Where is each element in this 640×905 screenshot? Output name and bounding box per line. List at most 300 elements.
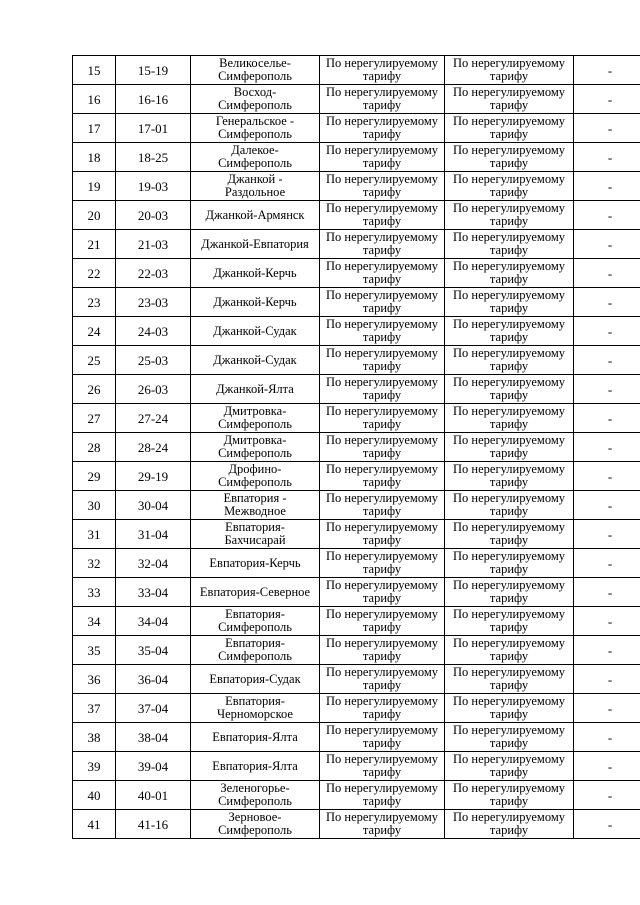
note-cell-text: - bbox=[607, 381, 613, 397]
route-name-cell bbox=[191, 665, 320, 694]
note-cell-text: - bbox=[607, 410, 613, 426]
note-cell bbox=[574, 85, 640, 114]
table-row bbox=[73, 520, 640, 549]
route-code-cell-text: 39-04 bbox=[137, 758, 169, 774]
note-cell bbox=[574, 636, 640, 665]
tariff-cell-1-text: По нерегулируемому тарифу bbox=[326, 404, 438, 431]
tariff-cell-1 bbox=[320, 317, 445, 346]
tariff-cell-1 bbox=[320, 549, 445, 578]
route-code-cell-text: 16-16 bbox=[137, 91, 169, 107]
route-code-cell bbox=[116, 201, 191, 230]
note-cell-text: - bbox=[607, 178, 613, 194]
tariff-cell-2 bbox=[445, 375, 574, 404]
route-number-cell-text: 33 bbox=[87, 584, 101, 600]
route-name-cell-text: Зерновое- Симферополь bbox=[218, 810, 292, 837]
tariff-cell-1-text: По нерегулируемому тарифу bbox=[326, 491, 438, 518]
route-code-cell bbox=[116, 723, 191, 752]
tariff-cell-2-text: По нерегулируемому тарифу bbox=[453, 578, 565, 605]
route-code-cell bbox=[116, 578, 191, 607]
note-cell-text: - bbox=[607, 584, 613, 600]
route-number-cell-text: 22 bbox=[87, 265, 101, 281]
route-code-cell bbox=[116, 549, 191, 578]
route-number-cell-text: 36 bbox=[87, 671, 101, 687]
route-code-cell-text: 27-24 bbox=[137, 410, 169, 426]
route-code-cell bbox=[116, 375, 191, 404]
tariff-cell-2-text: По нерегулируемому тарифу bbox=[453, 56, 565, 83]
route-code-cell-text: 40-01 bbox=[137, 787, 169, 803]
route-number-cell bbox=[73, 346, 116, 375]
tariff-cell-2 bbox=[445, 404, 574, 433]
note-cell bbox=[574, 201, 640, 230]
tariff-cell-2 bbox=[445, 781, 574, 810]
tariff-cell-2 bbox=[445, 172, 574, 201]
tariff-cell-1 bbox=[320, 636, 445, 665]
tariff-cell-1 bbox=[320, 462, 445, 491]
tariff-cell-2 bbox=[445, 578, 574, 607]
route-number-cell-text: 20 bbox=[87, 207, 101, 223]
route-name-cell-text: Евпатория-Ялта bbox=[212, 758, 298, 773]
route-code-cell-text: 18-25 bbox=[137, 149, 169, 165]
tariff-cell-2 bbox=[445, 810, 574, 839]
table-row bbox=[73, 259, 640, 288]
tariff-cell-2-text: По нерегулируемому тарифу bbox=[453, 172, 565, 199]
note-cell bbox=[574, 607, 640, 636]
route-number-cell bbox=[73, 433, 116, 462]
route-code-cell bbox=[116, 781, 191, 810]
route-number-cell-text: 31 bbox=[87, 526, 101, 542]
route-code-cell bbox=[116, 317, 191, 346]
tariff-cell-1-text: По нерегулируемому тарифу bbox=[326, 143, 438, 170]
note-cell-text: - bbox=[607, 352, 613, 368]
route-code-cell-text: 20-03 bbox=[137, 207, 169, 223]
tariff-cell-2-text: По нерегулируемому тарифу bbox=[453, 201, 565, 228]
route-name-cell-text: Джанкой-Керчь bbox=[213, 294, 297, 309]
route-code-cell bbox=[116, 810, 191, 839]
route-number-cell-text: 39 bbox=[87, 758, 101, 774]
tariff-cell-1 bbox=[320, 201, 445, 230]
tariff-cell-1 bbox=[320, 114, 445, 143]
route-code-cell bbox=[116, 665, 191, 694]
tariff-cell-2 bbox=[445, 433, 574, 462]
note-cell bbox=[574, 781, 640, 810]
route-number-cell bbox=[73, 56, 116, 85]
route-name-cell-text: Джанкой-Судак bbox=[213, 323, 297, 338]
route-name-cell-text: Джанкой-Ялта bbox=[216, 381, 294, 396]
tariff-cell-1-text: По нерегулируемому тарифу bbox=[326, 694, 438, 721]
tariff-cell-1-text: По нерегулируемому тарифу bbox=[326, 665, 438, 692]
route-code-cell bbox=[116, 404, 191, 433]
tariff-cell-2-text: По нерегулируемому тарифу bbox=[453, 85, 565, 112]
route-number-cell bbox=[73, 694, 116, 723]
tariff-cell-1 bbox=[320, 491, 445, 520]
route-name-cell bbox=[191, 810, 320, 839]
route-name-cell bbox=[191, 636, 320, 665]
note-cell-text: - bbox=[607, 671, 613, 687]
route-code-cell bbox=[116, 491, 191, 520]
tariff-cell-2 bbox=[445, 56, 574, 85]
route-code-cell-text: 32-04 bbox=[137, 555, 169, 571]
route-name-cell bbox=[191, 143, 320, 172]
route-code-cell-text: 33-04 bbox=[137, 584, 169, 600]
tariff-cell-1-text: По нерегулируемому тарифу bbox=[326, 259, 438, 286]
route-code-cell bbox=[116, 520, 191, 549]
tariff-cell-2-text: По нерегулируемому тарифу bbox=[453, 433, 565, 460]
tariff-cell-2 bbox=[445, 259, 574, 288]
route-name-cell-text: Евпатория- Бахчисарай bbox=[224, 520, 286, 547]
route-name-cell-text: Джанкой-Евпатория bbox=[201, 236, 309, 251]
tariff-cell-1 bbox=[320, 375, 445, 404]
route-number-cell bbox=[73, 375, 116, 404]
tariff-cell-1-text: По нерегулируемому тарифу bbox=[326, 462, 438, 489]
note-cell bbox=[574, 810, 640, 839]
route-code-cell bbox=[116, 259, 191, 288]
tariff-cell-2-text: По нерегулируемому тарифу bbox=[453, 462, 565, 489]
tariff-cell-1-text: По нерегулируемому тарифу bbox=[326, 636, 438, 663]
tariff-cell-2 bbox=[445, 317, 574, 346]
note-cell-text: - bbox=[607, 207, 613, 223]
tariff-cell-2-text: По нерегулируемому тарифу bbox=[453, 317, 565, 344]
route-number-cell-text: 27 bbox=[87, 410, 101, 426]
route-name-cell bbox=[191, 578, 320, 607]
route-name-cell bbox=[191, 346, 320, 375]
note-cell bbox=[574, 143, 640, 172]
tariff-cell-1-text: По нерегулируемому тарифу bbox=[326, 230, 438, 257]
route-name-cell-text: Евпатория-Судак bbox=[209, 671, 301, 686]
route-number-cell bbox=[73, 143, 116, 172]
tariff-cell-2-text: По нерегулируемому тарифу bbox=[453, 230, 565, 257]
table-row bbox=[73, 317, 640, 346]
route-number-cell bbox=[73, 172, 116, 201]
tariff-cell-2 bbox=[445, 694, 574, 723]
note-cell-text: - bbox=[607, 700, 613, 716]
route-number-cell bbox=[73, 114, 116, 143]
route-number-cell bbox=[73, 85, 116, 114]
tariff-cell-2 bbox=[445, 85, 574, 114]
tariff-cell-1 bbox=[320, 56, 445, 85]
tariff-cell-1-text: По нерегулируемому тарифу bbox=[326, 433, 438, 460]
tariff-cell-1-text: По нерегулируемому тарифу bbox=[326, 85, 438, 112]
route-name-cell-text: Генеральское - Симферополь bbox=[215, 114, 295, 141]
tariff-cell-2 bbox=[445, 288, 574, 317]
tariff-cell-1-text: По нерегулируемому тарифу bbox=[326, 578, 438, 605]
note-cell-text: - bbox=[607, 526, 613, 542]
route-number-cell-text: 41 bbox=[87, 816, 101, 832]
note-cell bbox=[574, 665, 640, 694]
tariff-cell-2 bbox=[445, 607, 574, 636]
note-cell-text: - bbox=[607, 642, 613, 658]
note-cell-text: - bbox=[607, 62, 613, 78]
note-cell bbox=[574, 288, 640, 317]
tariff-cell-1-text: По нерегулируемому тарифу bbox=[326, 520, 438, 547]
tariff-cell-2-text: По нерегулируемому тарифу bbox=[453, 404, 565, 431]
tariff-cell-2-text: По нерегулируемому тарифу bbox=[453, 520, 565, 547]
note-cell-text: - bbox=[607, 613, 613, 629]
route-number-cell-text: 29 bbox=[87, 468, 101, 484]
tariff-cell-1 bbox=[320, 433, 445, 462]
route-number-cell-text: 28 bbox=[87, 439, 101, 455]
note-cell bbox=[574, 694, 640, 723]
table-row bbox=[73, 230, 640, 259]
route-number-cell-text: 30 bbox=[87, 497, 101, 513]
route-name-cell bbox=[191, 607, 320, 636]
tariff-cell-1 bbox=[320, 346, 445, 375]
tariff-cell-1 bbox=[320, 810, 445, 839]
route-number-cell bbox=[73, 230, 116, 259]
route-code-cell-text: 29-19 bbox=[137, 468, 169, 484]
route-code-cell bbox=[116, 143, 191, 172]
route-name-cell-text: Джанкой - Раздольное bbox=[224, 172, 286, 199]
table-row bbox=[73, 694, 640, 723]
route-number-cell bbox=[73, 810, 116, 839]
tariff-cell-1-text: По нерегулируемому тарифу bbox=[326, 549, 438, 576]
tariff-cell-1-text: По нерегулируемому тарифу bbox=[326, 114, 438, 141]
note-cell-text: - bbox=[607, 236, 613, 252]
table-row bbox=[73, 810, 640, 839]
route-name-cell-text: Дрофино- Симферополь bbox=[218, 462, 292, 489]
route-number-cell-text: 26 bbox=[87, 381, 101, 397]
route-code-cell-text: 26-03 bbox=[137, 381, 169, 397]
table-row bbox=[73, 781, 640, 810]
tariff-cell-1 bbox=[320, 143, 445, 172]
table-row bbox=[73, 346, 640, 375]
tariff-cell-2 bbox=[445, 230, 574, 259]
tariff-cell-1 bbox=[320, 578, 445, 607]
route-name-cell bbox=[191, 317, 320, 346]
route-name-cell-text: Великоселье- Симферополь bbox=[218, 56, 292, 83]
route-number-cell bbox=[73, 491, 116, 520]
route-name-cell bbox=[191, 56, 320, 85]
note-cell bbox=[574, 549, 640, 578]
route-number-cell bbox=[73, 549, 116, 578]
note-cell-text: - bbox=[607, 787, 613, 803]
note-cell bbox=[574, 259, 640, 288]
table-row bbox=[73, 375, 640, 404]
tariff-cell-1 bbox=[320, 752, 445, 781]
tariff-cell-2 bbox=[445, 636, 574, 665]
tariff-cell-1 bbox=[320, 288, 445, 317]
route-name-cell bbox=[191, 694, 320, 723]
route-code-cell-text: 34-04 bbox=[137, 613, 169, 629]
note-cell-text: - bbox=[607, 120, 613, 136]
note-cell-text: - bbox=[607, 816, 613, 832]
route-number-cell-text: 40 bbox=[87, 787, 101, 803]
route-code-cell bbox=[116, 433, 191, 462]
route-number-cell bbox=[73, 607, 116, 636]
route-code-cell-text: 38-04 bbox=[137, 729, 169, 745]
tariff-cell-1 bbox=[320, 404, 445, 433]
route-code-cell bbox=[116, 172, 191, 201]
route-name-cell-text: Джанкой-Судак bbox=[213, 352, 297, 367]
tariff-cell-1 bbox=[320, 781, 445, 810]
route-name-cell-text: Евпатория-Северное bbox=[199, 584, 311, 599]
note-cell bbox=[574, 114, 640, 143]
route-code-cell-text: 23-03 bbox=[137, 294, 169, 310]
route-name-cell bbox=[191, 462, 320, 491]
route-code-cell bbox=[116, 85, 191, 114]
note-cell-text: - bbox=[607, 149, 613, 165]
tariff-cell-2-text: По нерегулируемому тарифу bbox=[453, 288, 565, 315]
tariff-cell-2-text: По нерегулируемому тарифу bbox=[453, 665, 565, 692]
note-cell-text: - bbox=[607, 294, 613, 310]
tariff-cell-1-text: По нерегулируемому тарифу bbox=[326, 752, 438, 779]
route-name-cell-text: Евпатория- Симферополь bbox=[218, 607, 292, 634]
note-cell-text: - bbox=[607, 497, 613, 513]
table-row bbox=[73, 578, 640, 607]
route-name-cell bbox=[191, 404, 320, 433]
route-number-cell-text: 15 bbox=[87, 62, 101, 78]
note-cell bbox=[574, 433, 640, 462]
note-cell bbox=[574, 578, 640, 607]
tariff-cell-2-text: По нерегулируемому тарифу bbox=[453, 636, 565, 663]
note-cell-text: - bbox=[607, 439, 613, 455]
route-code-cell bbox=[116, 288, 191, 317]
tariff-cell-2-text: По нерегулируемому тарифу bbox=[453, 114, 565, 141]
route-name-cell bbox=[191, 259, 320, 288]
note-cell bbox=[574, 317, 640, 346]
route-number-cell-text: 19 bbox=[87, 178, 101, 194]
table-row bbox=[73, 549, 640, 578]
table-row bbox=[73, 752, 640, 781]
route-code-cell-text: 24-03 bbox=[137, 323, 169, 339]
route-name-cell bbox=[191, 375, 320, 404]
route-name-cell-text: Евпатория-Ялта bbox=[212, 729, 298, 744]
tariff-cell-2-text: По нерегулируемому тарифу bbox=[453, 810, 565, 837]
note-cell-text: - bbox=[607, 265, 613, 281]
route-name-cell bbox=[191, 201, 320, 230]
route-code-cell-text: 17-01 bbox=[137, 120, 169, 136]
note-cell bbox=[574, 230, 640, 259]
route-number-cell-text: 38 bbox=[87, 729, 101, 745]
tariff-cell-1-text: По нерегулируемому тарифу bbox=[326, 607, 438, 634]
table-row bbox=[73, 201, 640, 230]
tariff-cell-1 bbox=[320, 694, 445, 723]
table-row bbox=[73, 56, 640, 85]
route-number-cell bbox=[73, 288, 116, 317]
route-name-cell bbox=[191, 433, 320, 462]
table-row bbox=[73, 288, 640, 317]
tariff-cell-2-text: По нерегулируемому тарифу bbox=[453, 346, 565, 373]
table-row bbox=[73, 723, 640, 752]
route-code-cell-text: 15-19 bbox=[137, 62, 169, 78]
route-number-cell bbox=[73, 520, 116, 549]
tariff-cell-1 bbox=[320, 172, 445, 201]
table-row bbox=[73, 143, 640, 172]
tariff-cell-1-text: По нерегулируемому тарифу bbox=[326, 810, 438, 837]
tariff-cell-1-text: По нерегулируемому тарифу bbox=[326, 172, 438, 199]
route-number-cell-text: 34 bbox=[87, 613, 101, 629]
route-code-cell-text: 21-03 bbox=[137, 236, 169, 252]
route-number-cell bbox=[73, 404, 116, 433]
note-cell bbox=[574, 172, 640, 201]
tariff-cell-1 bbox=[320, 230, 445, 259]
table-row bbox=[73, 636, 640, 665]
tariff-cell-2-text: По нерегулируемому тарифу bbox=[453, 723, 565, 750]
note-cell-text: - bbox=[607, 729, 613, 745]
tariff-cell-1-text: По нерегулируемому тарифу bbox=[326, 56, 438, 83]
route-number-cell-text: 18 bbox=[87, 149, 101, 165]
table-row bbox=[73, 491, 640, 520]
tariff-cell-1 bbox=[320, 665, 445, 694]
tariff-cell-2-text: По нерегулируемому тарифу bbox=[453, 143, 565, 170]
route-code-cell-text: 30-04 bbox=[137, 497, 169, 513]
route-code-cell bbox=[116, 230, 191, 259]
note-cell bbox=[574, 723, 640, 752]
route-number-cell-text: 35 bbox=[87, 642, 101, 658]
route-name-cell-text: Зеленогорье- Симферополь bbox=[218, 781, 292, 808]
route-name-cell-text: Дмитровка- Симферополь bbox=[218, 433, 292, 460]
route-name-cell bbox=[191, 781, 320, 810]
note-cell-text: - bbox=[607, 91, 613, 107]
route-name-cell-text: Дмитровка- Симферополь bbox=[218, 404, 292, 431]
route-name-cell bbox=[191, 491, 320, 520]
note-cell bbox=[574, 520, 640, 549]
route-name-cell bbox=[191, 288, 320, 317]
tariff-cell-1-text: По нерегулируемому тарифу bbox=[326, 375, 438, 402]
table-row bbox=[73, 172, 640, 201]
route-name-cell-text: Джанкой-Керчь bbox=[213, 265, 297, 280]
routes-table bbox=[72, 55, 640, 839]
route-code-cell bbox=[116, 694, 191, 723]
table-row bbox=[73, 85, 640, 114]
route-code-cell bbox=[116, 346, 191, 375]
route-name-cell bbox=[191, 85, 320, 114]
tariff-cell-2 bbox=[445, 520, 574, 549]
note-cell-text: - bbox=[607, 468, 613, 484]
route-name-cell-text: Джанкой-Армянск bbox=[205, 207, 305, 222]
route-number-cell bbox=[73, 317, 116, 346]
tariff-cell-2-text: По нерегулируемому тарифу bbox=[453, 259, 565, 286]
route-code-cell-text: 22-03 bbox=[137, 265, 169, 281]
tariff-cell-1-text: По нерегулируемому тарифу bbox=[326, 201, 438, 228]
route-number-cell-text: 21 bbox=[87, 236, 101, 252]
note-cell bbox=[574, 491, 640, 520]
route-code-cell bbox=[116, 114, 191, 143]
note-cell bbox=[574, 752, 640, 781]
route-number-cell bbox=[73, 201, 116, 230]
tariff-cell-1-text: По нерегулируемому тарифу bbox=[326, 781, 438, 808]
route-number-cell-text: 37 bbox=[87, 700, 101, 716]
note-cell-text: - bbox=[607, 323, 613, 339]
route-name-cell-text: Евпатория-Керчь bbox=[209, 555, 301, 570]
tariff-cell-1 bbox=[320, 607, 445, 636]
tariff-cell-1-text: По нерегулируемому тарифу bbox=[326, 723, 438, 750]
route-name-cell-text: Евпатория- Черноморское bbox=[217, 694, 293, 721]
tariff-cell-2 bbox=[445, 665, 574, 694]
note-cell bbox=[574, 404, 640, 433]
tariff-cell-2-text: По нерегулируемому тарифу bbox=[453, 491, 565, 518]
table-row bbox=[73, 404, 640, 433]
tariff-cell-2-text: По нерегулируемому тарифу bbox=[453, 607, 565, 634]
route-number-cell-text: 32 bbox=[87, 555, 101, 571]
route-code-cell-text: 25-03 bbox=[137, 352, 169, 368]
route-code-cell-text: 36-04 bbox=[137, 671, 169, 687]
route-code-cell-text: 41-16 bbox=[137, 816, 169, 832]
route-number-cell-text: 24 bbox=[87, 323, 101, 339]
route-name-cell-text: Евпатория- Симферополь bbox=[218, 636, 292, 663]
tariff-cell-2 bbox=[445, 752, 574, 781]
table-row bbox=[73, 607, 640, 636]
route-code-cell bbox=[116, 636, 191, 665]
tariff-cell-2 bbox=[445, 723, 574, 752]
route-code-cell-text: 28-24 bbox=[137, 439, 169, 455]
tariff-cell-2 bbox=[445, 462, 574, 491]
route-number-cell-text: 25 bbox=[87, 352, 101, 368]
route-name-cell bbox=[191, 752, 320, 781]
route-number-cell-text: 16 bbox=[87, 91, 101, 107]
route-number-cell bbox=[73, 781, 116, 810]
route-name-cell bbox=[191, 230, 320, 259]
route-number-cell bbox=[73, 723, 116, 752]
